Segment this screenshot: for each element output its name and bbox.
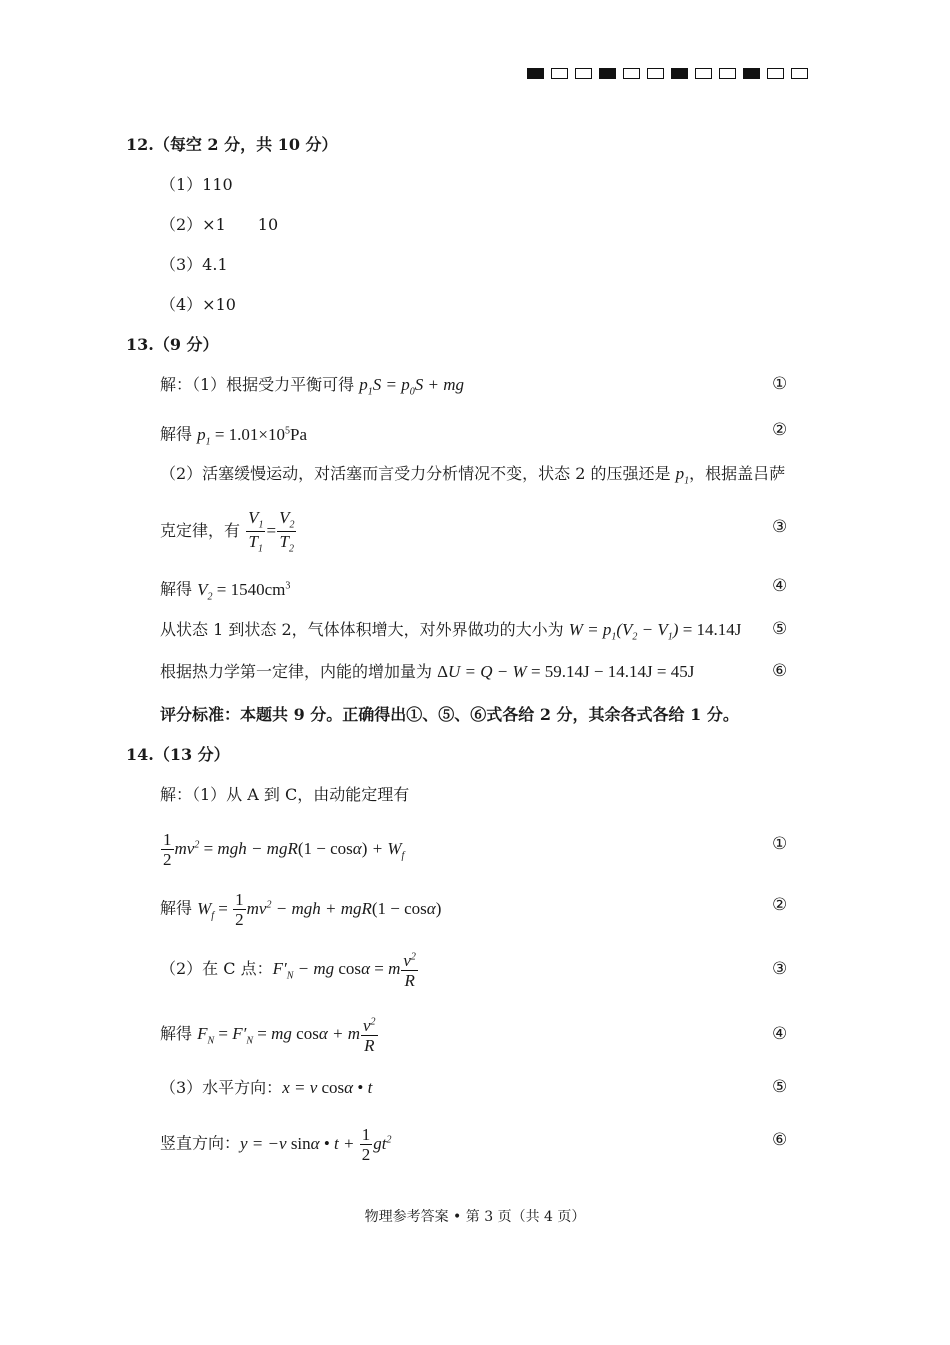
q13-line-1: 解：（1）根据受力平衡可得 $p_1S = p_0S$ + mg: [160, 375, 465, 398]
marker-5: ⑤: [772, 619, 788, 639]
marker-1b: ①: [772, 834, 788, 854]
equation-work: $W = p_1(V_2 - V_1) = 14.14J$: [568, 620, 742, 643]
equation-first-law: ΔU = Q − W = 59.14J − 14.14J = 45J: [437, 662, 695, 681]
equation-p1-value: $p_1 = 1.01\times 10^5Pa$: [197, 424, 308, 448]
q13-line-7: 根据热力学第一定律，内能的增加量为 ΔU = Q − W = 59.14J − 14.14J = 45J: [160, 662, 695, 681]
marker-4b: ④: [772, 1024, 788, 1044]
header-marks: [527, 68, 808, 80]
q14-line-5: 解得 $F_N = F'_N$ = mg cosα + m $\frac{v^2}{R}$: [160, 1016, 379, 1059]
q14-line-7: 竖直方向：y = −v sinα • t + $\frac{1}{2}$ $gt^2$: [160, 1125, 392, 1165]
header-mark-filled: [671, 68, 688, 79]
equation-gay-lussac: $\frac{V_1}{T_1}$ = $\frac{V_2}{T_2}$: [248, 508, 295, 555]
q13-line-5: 解得 $V_2 = 1540cm^3$: [160, 579, 291, 603]
equation-vertical: y = −v sinα • t + $\frac{1}{2}$ $gt^2$: [240, 1125, 392, 1165]
q12-answer-3: （3）4.1: [160, 255, 228, 274]
equation-normal-force: $F_N = F'_N$ = mg cosα + m $\frac{v^2}{R}$: [197, 1015, 376, 1055]
header-mark-empty: [695, 68, 712, 79]
header-mark-empty: [647, 68, 664, 79]
header-mark-empty: [791, 68, 808, 79]
q13-scoring-standard: 评分标准：本题共 9 分。正确得出①、⑤、⑥式各给 2 分，其余各式各给 1 分。: [160, 705, 739, 724]
header-mark-empty: [575, 68, 592, 79]
header-mark-empty: [767, 68, 784, 79]
header-mark-filled: [743, 68, 760, 79]
q13-line-3: （2）活塞缓慢运动，对活塞而言受力分析情况不变，状态 2 的压强还是 $p_1$，根据盖吕萨: [160, 464, 786, 487]
marker-2b: ②: [772, 895, 788, 915]
marker-3: ③: [772, 517, 788, 537]
marker-2: ②: [772, 420, 788, 440]
q13-line-6: 从状态 1 到状态 2，气体体积增大，对外界做功的大小为 $W = p_1(V_2 - V_1) = 14.14J$: [160, 620, 742, 643]
header-mark-filled: [527, 68, 544, 79]
equation-centripetal: $F'_N$ − mg cosα = m $\frac{v^2}{R}$: [272, 950, 416, 990]
q12-title: 12.（每空 2 分，共 10 分）: [126, 135, 338, 154]
q13-line-4: 克定律，有 $\frac{V_1}{T_1}$ = $\frac{V_2}{T_2}$: [160, 509, 297, 555]
header-mark-filled: [599, 68, 616, 79]
header-mark-empty: [551, 68, 568, 79]
page-footer: 物理参考答案 • 第 3 页（共 4 页）: [364, 1209, 586, 1225]
marker-5b: ⑤: [772, 1077, 788, 1097]
q14-line-6: （3）水平方向：x = v cosα • t: [160, 1078, 373, 1097]
q13-line-2: 解得 $p_1 = 1.01\times 10^5Pa$: [160, 424, 308, 448]
q14-line-3: 解得 $W_f$ = $\frac{1}{2}$ $mv^2$ − mgh + mgR(1 − cosα): [160, 890, 442, 930]
q12-answer-2: （2）×1 10: [160, 215, 279, 234]
marker-1: ①: [772, 374, 788, 394]
q14-line-4: （2）在 C 点：$F'_N$ − mg cosα = m $\frac{v^2}{R}$: [160, 951, 419, 994]
q12-answer-4: （4）×10: [160, 295, 236, 314]
q14-line-1: 解：（1）从 A 到 C，由动能定理有: [160, 785, 410, 804]
equation-force-balance: $p_1S = p_0S$ + mg: [359, 375, 465, 398]
marker-6b: ⑥: [772, 1130, 788, 1150]
equation-kinetic-energy-theorem: $\frac{1}{2}$ $mv^2$ = mgh − $mgR(1 - \cos\alpha) + W_f$: [163, 830, 405, 870]
marker-3b: ③: [772, 959, 788, 979]
q13-title: 13.（9 分）: [126, 335, 219, 354]
q12-answer-1: （1）110: [160, 175, 233, 194]
equation-horizontal: x = v cosα • t: [282, 1078, 373, 1097]
q14-title: 14.（13 分）: [126, 745, 230, 764]
header-mark-empty: [623, 68, 640, 79]
equation-friction-work: $W_f$ = $\frac{1}{2}$ $mv^2$ − mgh + mgR(1 − cosα): [197, 890, 442, 930]
marker-6: ⑥: [772, 661, 788, 681]
header-mark-empty: [719, 68, 736, 79]
q14-line-2: [160, 827, 404, 874]
equation-v2-value: $V_2 = 1540cm^3$: [197, 579, 291, 603]
marker-4: ④: [772, 576, 788, 596]
